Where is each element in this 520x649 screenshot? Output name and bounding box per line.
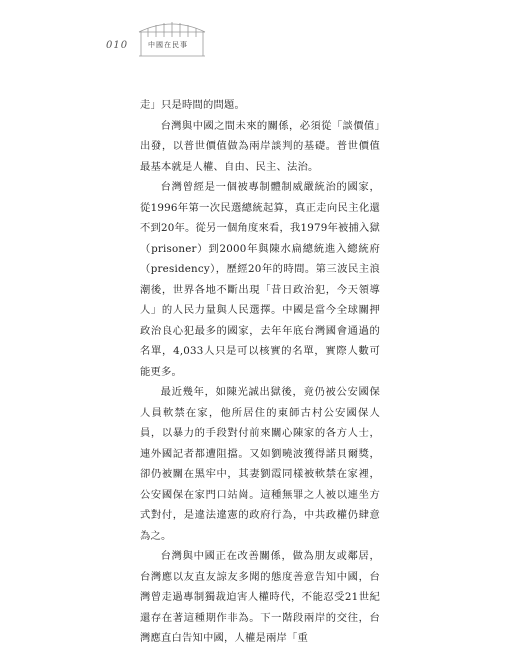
paragraph: 台灣與中國正在改善關係，做為朋友或鄰居，台灣應以友直友諒友多聞的態度善意告知中國，台灣曾走過專制獨裁迫害人權時代，不能忍受21世紀還存在著這種期作非為。下一階段兩岸的交往，台灣應直白告知中國，人權是兩岸「重 bbox=[140, 550, 380, 644]
building-sketch-icon bbox=[136, 18, 208, 58]
paragraph: 台灣曾經是一個被專制體制威嚴統治的國家，從1996年第一次民選總統起算，真正走向民主化還不到20年。從另一個角度來看，我1979年被捕入獄（prisoner）到2000年與陳水扁總統進入總統府（presidency），歷經20年的時間。第三波民主浪潮後，世界各地不斷出現「昔日政治犯，今天領導人」的人民力量與人民選擇。中國是當今全球關押政治良心犯最多的國家，去年年底台灣國會通過的名單，4,033人只是可以核實的名單，實際人數可能更多。 bbox=[140, 181, 380, 378]
paragraph: 最近幾年，如陳光誠出獄後，竟仍被公安國保人員軟禁在家，他所居住的東師古村公安國保人員，以暴力的手段對付前來關心陳家的各方人士，連外國記者都遭阻擋。又如劉曉波獲得諾貝爾獎，卻仍被關在黑牢中，其妻劉霞同樣被軟禁在家裡，公安國保在家門口站崗。這種無罪之人被以連坐方式對付，是違法違憲的政府行為，中共政權仍肆意為之。 bbox=[140, 386, 380, 542]
page-header bbox=[106, 18, 246, 58]
paragraph: 走」只是時間的問題。 bbox=[140, 99, 245, 111]
page-number: 010 bbox=[106, 40, 129, 51]
book-title: 中國在民事 bbox=[148, 41, 188, 49]
paragraph: 台灣與中國之間未來的關係，必須從「談價值」出發，以普世價值做為兩岸談判的基礎。普世價值最基本就是人權、自由、民主、法治。 bbox=[140, 119, 380, 173]
body-text bbox=[140, 95, 380, 649]
